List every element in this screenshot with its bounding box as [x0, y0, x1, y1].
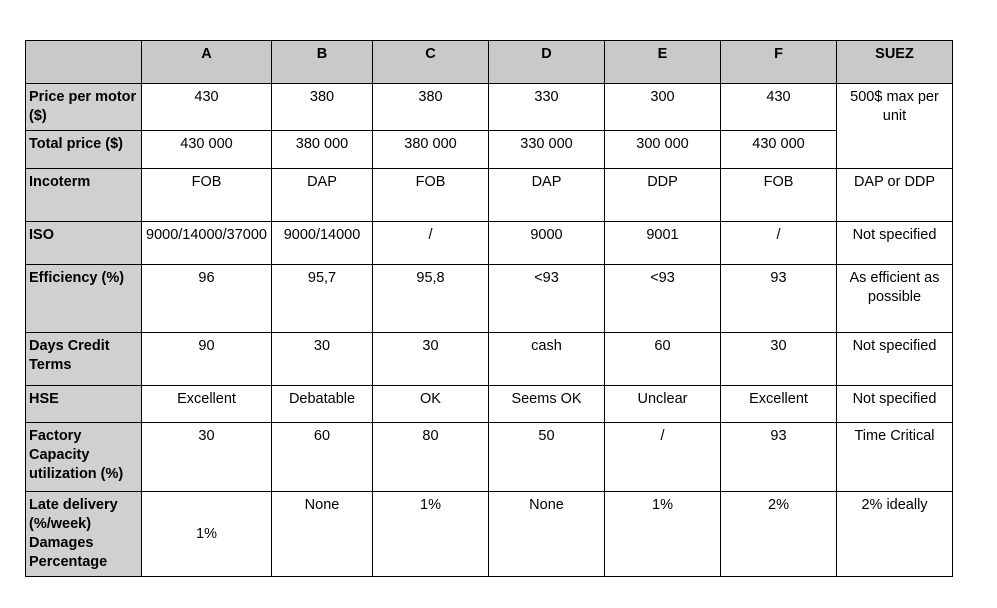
header-col-f: F: [721, 41, 837, 84]
table-row: [26, 84, 953, 131]
cell: 30: [373, 333, 489, 386]
cell: 330: [489, 84, 605, 131]
cell: 95,8: [373, 265, 489, 333]
row-label-iso: ISO: [26, 222, 142, 265]
cell: 9000/14000: [272, 222, 373, 265]
cell: 2% ideally: [837, 492, 953, 577]
cell: 50: [489, 423, 605, 492]
cell: 9001: [605, 222, 721, 265]
cell: /: [373, 222, 489, 265]
cell: DAP: [489, 169, 605, 222]
supplier-comparison-table: [25, 40, 953, 577]
row-label-total-price: Total price ($): [26, 131, 142, 169]
cell: cash: [489, 333, 605, 386]
cell: 93: [721, 265, 837, 333]
cell: Time Critical: [837, 423, 953, 492]
cell: 380 000: [373, 131, 489, 169]
cell: DDP: [605, 169, 721, 222]
header-col-c: C: [373, 41, 489, 84]
cell: 80: [373, 423, 489, 492]
cell: Excellent: [721, 386, 837, 423]
cell: <93: [605, 265, 721, 333]
cell: 95,7: [272, 265, 373, 333]
cell: Not specified: [837, 222, 953, 265]
cell: 60: [605, 333, 721, 386]
table-row: [26, 131, 953, 169]
row-label-credit-terms: Days Credit Terms: [26, 333, 142, 386]
table-row: [26, 386, 953, 423]
cell: 30: [272, 333, 373, 386]
table-row: [26, 333, 953, 386]
cell: 60: [272, 423, 373, 492]
header-col-e: E: [605, 41, 721, 84]
cell: Unclear: [605, 386, 721, 423]
cell: 30: [142, 423, 272, 492]
cell: Seems OK: [489, 386, 605, 423]
cell: 96: [142, 265, 272, 333]
cell: FOB: [142, 169, 272, 222]
table-row: [26, 265, 953, 333]
cell: Debatable: [272, 386, 373, 423]
header-col-b: B: [272, 41, 373, 84]
row-label-late-delivery: Late delivery (%/week) Damages Percentage: [26, 492, 142, 577]
cell: /: [721, 222, 837, 265]
header-col-a: A: [142, 41, 272, 84]
header-corner: [26, 41, 142, 84]
cell: /: [605, 423, 721, 492]
table-row: [26, 423, 953, 492]
cell: 2%: [721, 492, 837, 577]
cell: 1%: [605, 492, 721, 577]
header-row: [26, 41, 953, 84]
suez-price-note: 500$ max per unit: [837, 84, 953, 169]
cell: 1%: [142, 492, 272, 577]
row-label-hse: HSE: [26, 386, 142, 423]
cell: 300: [605, 84, 721, 131]
cell: Excellent: [142, 386, 272, 423]
cell: 380: [272, 84, 373, 131]
cell: 300 000: [605, 131, 721, 169]
row-label-efficiency: Efficiency (%): [26, 265, 142, 333]
cell: 9000/14000/37000: [142, 222, 272, 265]
cell: None: [489, 492, 605, 577]
cell: As efficient as possible: [837, 265, 953, 333]
cell: <93: [489, 265, 605, 333]
row-label-factory-capacity: Factory Capacity utilization (%): [26, 423, 142, 492]
cell: DAP: [272, 169, 373, 222]
cell: DAP or DDP: [837, 169, 953, 222]
cell: FOB: [721, 169, 837, 222]
cell: FOB: [373, 169, 489, 222]
row-label-price-per-motor: Price per motor ($): [26, 84, 142, 131]
cell: 1%: [373, 492, 489, 577]
cell: 430 000: [721, 131, 837, 169]
header-col-d: D: [489, 41, 605, 84]
cell: 93: [721, 423, 837, 492]
cell: 430 000: [142, 131, 272, 169]
cell: 9000: [489, 222, 605, 265]
cell: OK: [373, 386, 489, 423]
cell: 380: [373, 84, 489, 131]
cell: 30: [721, 333, 837, 386]
cell: None: [272, 492, 373, 577]
cell: 330 000: [489, 131, 605, 169]
header-col-suez: SUEZ: [837, 41, 953, 84]
cell: Not specified: [837, 386, 953, 423]
table-row: [26, 222, 953, 265]
cell: Not specified: [837, 333, 953, 386]
table-row: [26, 169, 953, 222]
table-row: [26, 492, 953, 577]
row-label-incoterm: Incoterm: [26, 169, 142, 222]
cell: 380 000: [272, 131, 373, 169]
cell: 90: [142, 333, 272, 386]
cell: 430: [721, 84, 837, 131]
cell: 430: [142, 84, 272, 131]
